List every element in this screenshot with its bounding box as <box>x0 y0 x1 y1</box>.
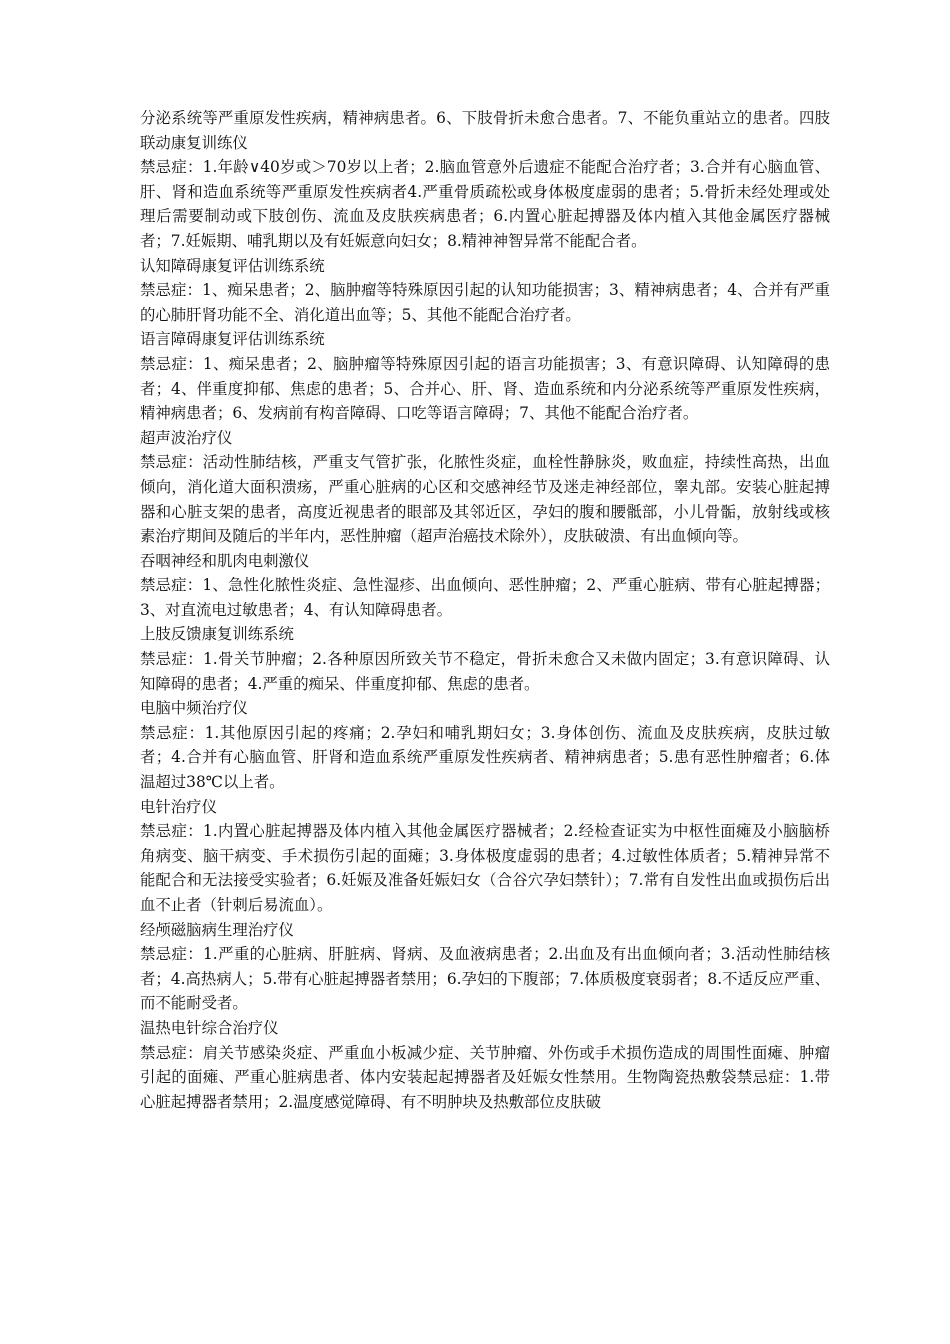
section-heading: 语言障碍康复评估训练系统 <box>140 330 325 349</box>
paragraph-continuation: 分泌系统等严重原发性疾病，精神病患者。6、下肢骨折未愈合患者。7、不能负重站立的患者。四肢联动康复训练仪 <box>140 109 830 152</box>
paragraph-contraindications: 禁忌症：1.严重的心脏病、肝脏病、肾病、及血液病患者；2.出血及有出血倾向者；3.活动性肺结核者；4.高热病人；5.带有心脏起搏器者禁用；6.孕妇的下腹部；7.体质极度衰弱者；8.不适反应严重、而不能耐受者。 <box>140 945 830 1013</box>
section-heading: 经颅磁脑病生理治疗仪 <box>140 920 294 939</box>
section-heading: 电针治疗仪 <box>140 797 217 816</box>
paragraph-contraindications: 禁忌症：1、急性化脓性炎症、急性湿疹、出血倾向、恶性肿瘤；2、严重心脏病、带有心脏起搏器；3、对直流电过敏患者；4、有认知障碍患者。 <box>140 576 830 619</box>
paragraph-contraindications: 禁忌症：活动性肺结核，严重支气管扩张，化脓性炎症，血栓性静脉炎，败血症，持续性高热，出血倾向，消化道大面积溃疡，严重心脏病的心区和交感神经节及迷走神经部位，睾丸部。安装心脏起搏器和心脏支架的患者，高度近视患者的眼部及其邻近区，孕妇的腹和腰骶部，小儿骨骺，放射线或核素治疗期间及随后的半年内，恶性肿瘤（超声治癌技术除外），皮肤破溃、有出血倾向等。 <box>140 453 830 546</box>
paragraph-contraindications: 禁忌症：1、痴呆患者；2、脑肿瘤等特殊原因引起的语言功能损害；3、有意识障碍、认知障碍的患者；4、伴重度抑郁、焦虑的患者；5、合并心、肝、肾、造血系统和内分泌系统等严重原发性疾病，精神病患者；6、发病前有构音障碍、口吃等语言障碍；7、其他不能配合治疗者。 <box>140 354 830 423</box>
section-heading: 认知障碍康复评估训练系统 <box>140 256 325 275</box>
section-heading: 上肢反馈康复训练系统 <box>140 625 294 644</box>
paragraph-contraindications: 禁忌症：1.其他原因引起的疼痛；2.孕妇和哺乳期妇女；3.身体创伤、流血及皮肤疾病，皮肤过敏者；4.合并有心脑血管、肝肾和造血系统严重原发性疾病者、精神病患者；5.患有恶性肿瘤者；6.体温超过38℃以上者。 <box>140 723 830 792</box>
section-heading: 电脑中频治疗仪 <box>140 699 248 718</box>
document-page <box>140 106 830 1114</box>
section-heading: 吞咽神经和肌肉电刺激仪 <box>140 551 310 570</box>
paragraph-contraindications: 禁忌症：肩关节感染炎症、严重血小板减少症、关节肿瘤、外伤或手术损伤造成的周围性面瘫、肿瘤引起的面瘫、严重心脏病患者、体内安装起起搏器者及妊娠女性禁用。生物陶瓷热敷袋禁忌症：1.带心脏起搏器者禁用；2.温度感觉障碍、有不明肿块及热敷部位皮肤破 <box>140 1043 830 1111</box>
section-heading: 温热电针综合治疗仪 <box>140 1018 279 1037</box>
paragraph-contraindications: 禁忌症：1.年龄∨40岁或＞70岁以上者；2.脑血管意外后遗症不能配合治疗者；3.合并有心脑血管、肝、肾和造血系统等严重原发性疾病者4.严重骨质疏松或身体极度虚弱的患者；5.骨折未经处理或处理后需要制动或下肢创伤、流血及皮肤疾病患者；6.内置心脏起搏器及体内植入其他金属医疗器械者；7.妊娠期、哺乳期以及有妊娠意向妇女；8.精神神智异常不能配合者。 <box>140 158 830 250</box>
paragraph-contraindications: 禁忌症：1.内置心脏起搏器及体内植入其他金属医疗器械者；2.经检查证实为中枢性面瘫及小脑脑桥角病变、脑干病变、手术损伤引起的面瘫；3.身体极度虚弱的患者；4.过敏性体质者；5.精神异常不能配合和无法接受实验者；6.妊娠及准备妊娠妇女（合谷穴孕妇禁针）；7.常有自发性出血或损伤后出血不止者（针刺后易流血）。 <box>140 822 830 914</box>
paragraph-contraindications: 禁忌症：1.骨关节肿瘤；2.各种原因所致关节不稳定，骨折未愈合又未做内固定；3.有意识障碍、认知障碍的患者；4.严重的痴呆、伴重度抑郁、焦虑的患者。 <box>140 650 830 693</box>
paragraph-contraindications: 禁忌症：1、痴呆患者；2、脑肿瘤等特殊原因引起的认知功能损害；3、精神病患者；4、合并有严重的心肺肝肾功能不全、消化道出血等；5、其他不能配合治疗者。 <box>140 281 830 324</box>
section-heading: 超声波治疗仪 <box>140 428 233 447</box>
